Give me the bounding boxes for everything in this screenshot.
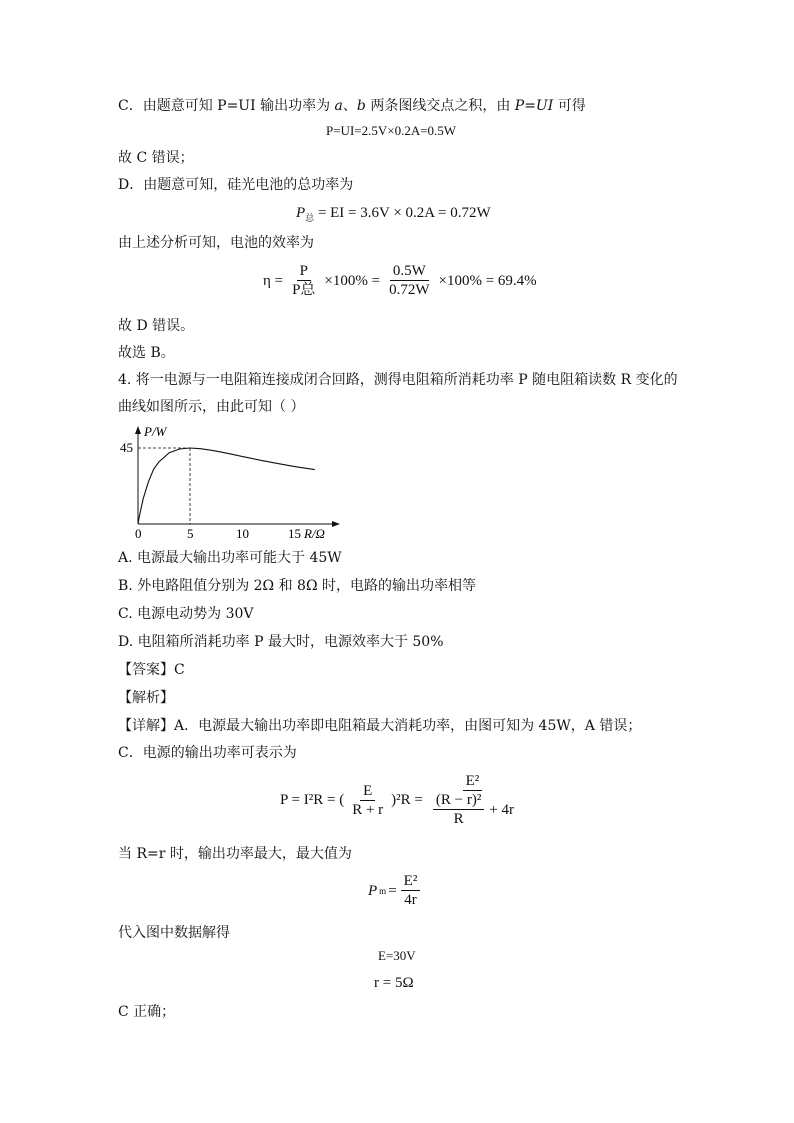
question-4-line2: 曲线如图所示，由此可知（ ） [118,399,305,415]
denominator: 0.72W [389,282,430,298]
text: 、 [342,98,357,114]
text: 两条图线交点之积，由 [365,98,511,114]
y-tick-labels [120,440,133,455]
equals: = [388,882,397,899]
numerator: E² [401,872,421,891]
equation-r: r = 5Ω [374,975,414,991]
power-curve [138,448,315,524]
fraction-values [386,262,432,299]
equation-power: P=UI=2.5V×0.2A=0.5W [326,123,457,138]
denominator: R + r [352,801,384,818]
answer: 【答案】C [118,662,185,678]
numerator: E [360,782,375,801]
var-a: a [334,98,343,114]
rhs: = EI = 3.6V × 0.2A = 0.72W [314,205,491,221]
analysis-heading: 【解析】 [118,690,174,706]
fraction-current [349,782,386,819]
equation-output-power [280,770,519,830]
option-c: C. 电源电动势为 30V [118,606,254,622]
denominator: 4r [404,892,417,908]
denominator: P总 [292,282,316,298]
symbol-p: P [296,205,306,221]
inner-fraction [433,791,484,828]
choose-b: 故选 B。 [118,345,175,361]
detail-c-intro: C．电源的输出功率可表示为 [118,745,297,761]
inner-numerator: (R − r)² [433,791,484,810]
subscript: 总 [305,213,315,223]
y-tick-label: 45 [120,440,133,455]
middle: )²R = [391,792,423,808]
inner-denominator: R [453,811,464,827]
efficiency-intro: 由上述分析可知，电池的效率为 [118,235,314,251]
denominator [428,791,517,828]
option-b: B. 外电路阻值分别为 2Ω 和 8Ω 时，电路的输出功率相等 [118,578,477,594]
detail-a: 【详解】A．电源最大输出功率即电阻箱最大消耗功率，由图可知为 45W，A 错误； [118,718,642,734]
x-tick-label: 15 [288,526,301,541]
eta: η = [263,272,284,289]
option-d: D. 电阻箱所消耗功率 P 最大时，电源效率大于 50% [118,634,444,650]
d-wrong: 故 D 错误。 [118,318,195,334]
equation-efficiency [263,262,537,299]
result: ×100% = 69.4% [438,272,537,289]
option-a: A. 电源最大输出功率可能大于 45W [118,550,342,566]
substitute: 代入图中数据解得 [118,925,230,941]
x-tick-label: 0 [135,526,142,541]
x-tick-label: 5 [187,526,194,541]
y-axis-label: P/W [144,424,167,439]
y-axis-arrow [135,426,141,434]
c-wrong: 故 C 错误； [118,150,194,166]
equation-max-power [368,872,422,909]
text: C．由题意可知 P=UI 输出功率为 [118,98,331,114]
numerator: P [297,262,311,281]
fraction-max [401,872,421,909]
fraction-big [428,772,517,828]
subscript: m [379,885,387,896]
middle: ×100% = [324,272,381,289]
power-resistance-chart [118,420,348,545]
numerator: 0.5W [390,262,429,281]
numerator: E² [463,772,483,791]
lhs: P = I²R = ( [280,792,345,808]
equation-total-power [296,203,491,228]
option-d-intro: D．由题意可知，硅光电池的总功率为 [118,177,354,193]
fraction-p-ptotal [289,262,318,299]
x-axis-label: R/Ω [304,526,325,541]
x-tick-labels [135,526,301,541]
c-right: C 正确； [118,1004,176,1020]
option-c-intro [118,96,586,116]
x-axis-arrow [332,521,340,527]
when-r-equals-r: 当 R=r 时，输出功率最大，最大值为 [118,846,352,862]
tail: + 4r [489,801,515,818]
text: 可得 [553,98,586,114]
equation-emf: E=30V [378,948,416,963]
x-tick-label: 10 [236,526,249,541]
var-b: b [356,98,366,114]
question-4-line1: 4. 将一电源与一电阻箱连接成闭合回路，测得电阻箱所消耗功率 P 随电阻箱读数 R 变化的 [118,372,678,388]
formula: P=UI [514,98,554,114]
symbol-p: P [368,882,378,899]
